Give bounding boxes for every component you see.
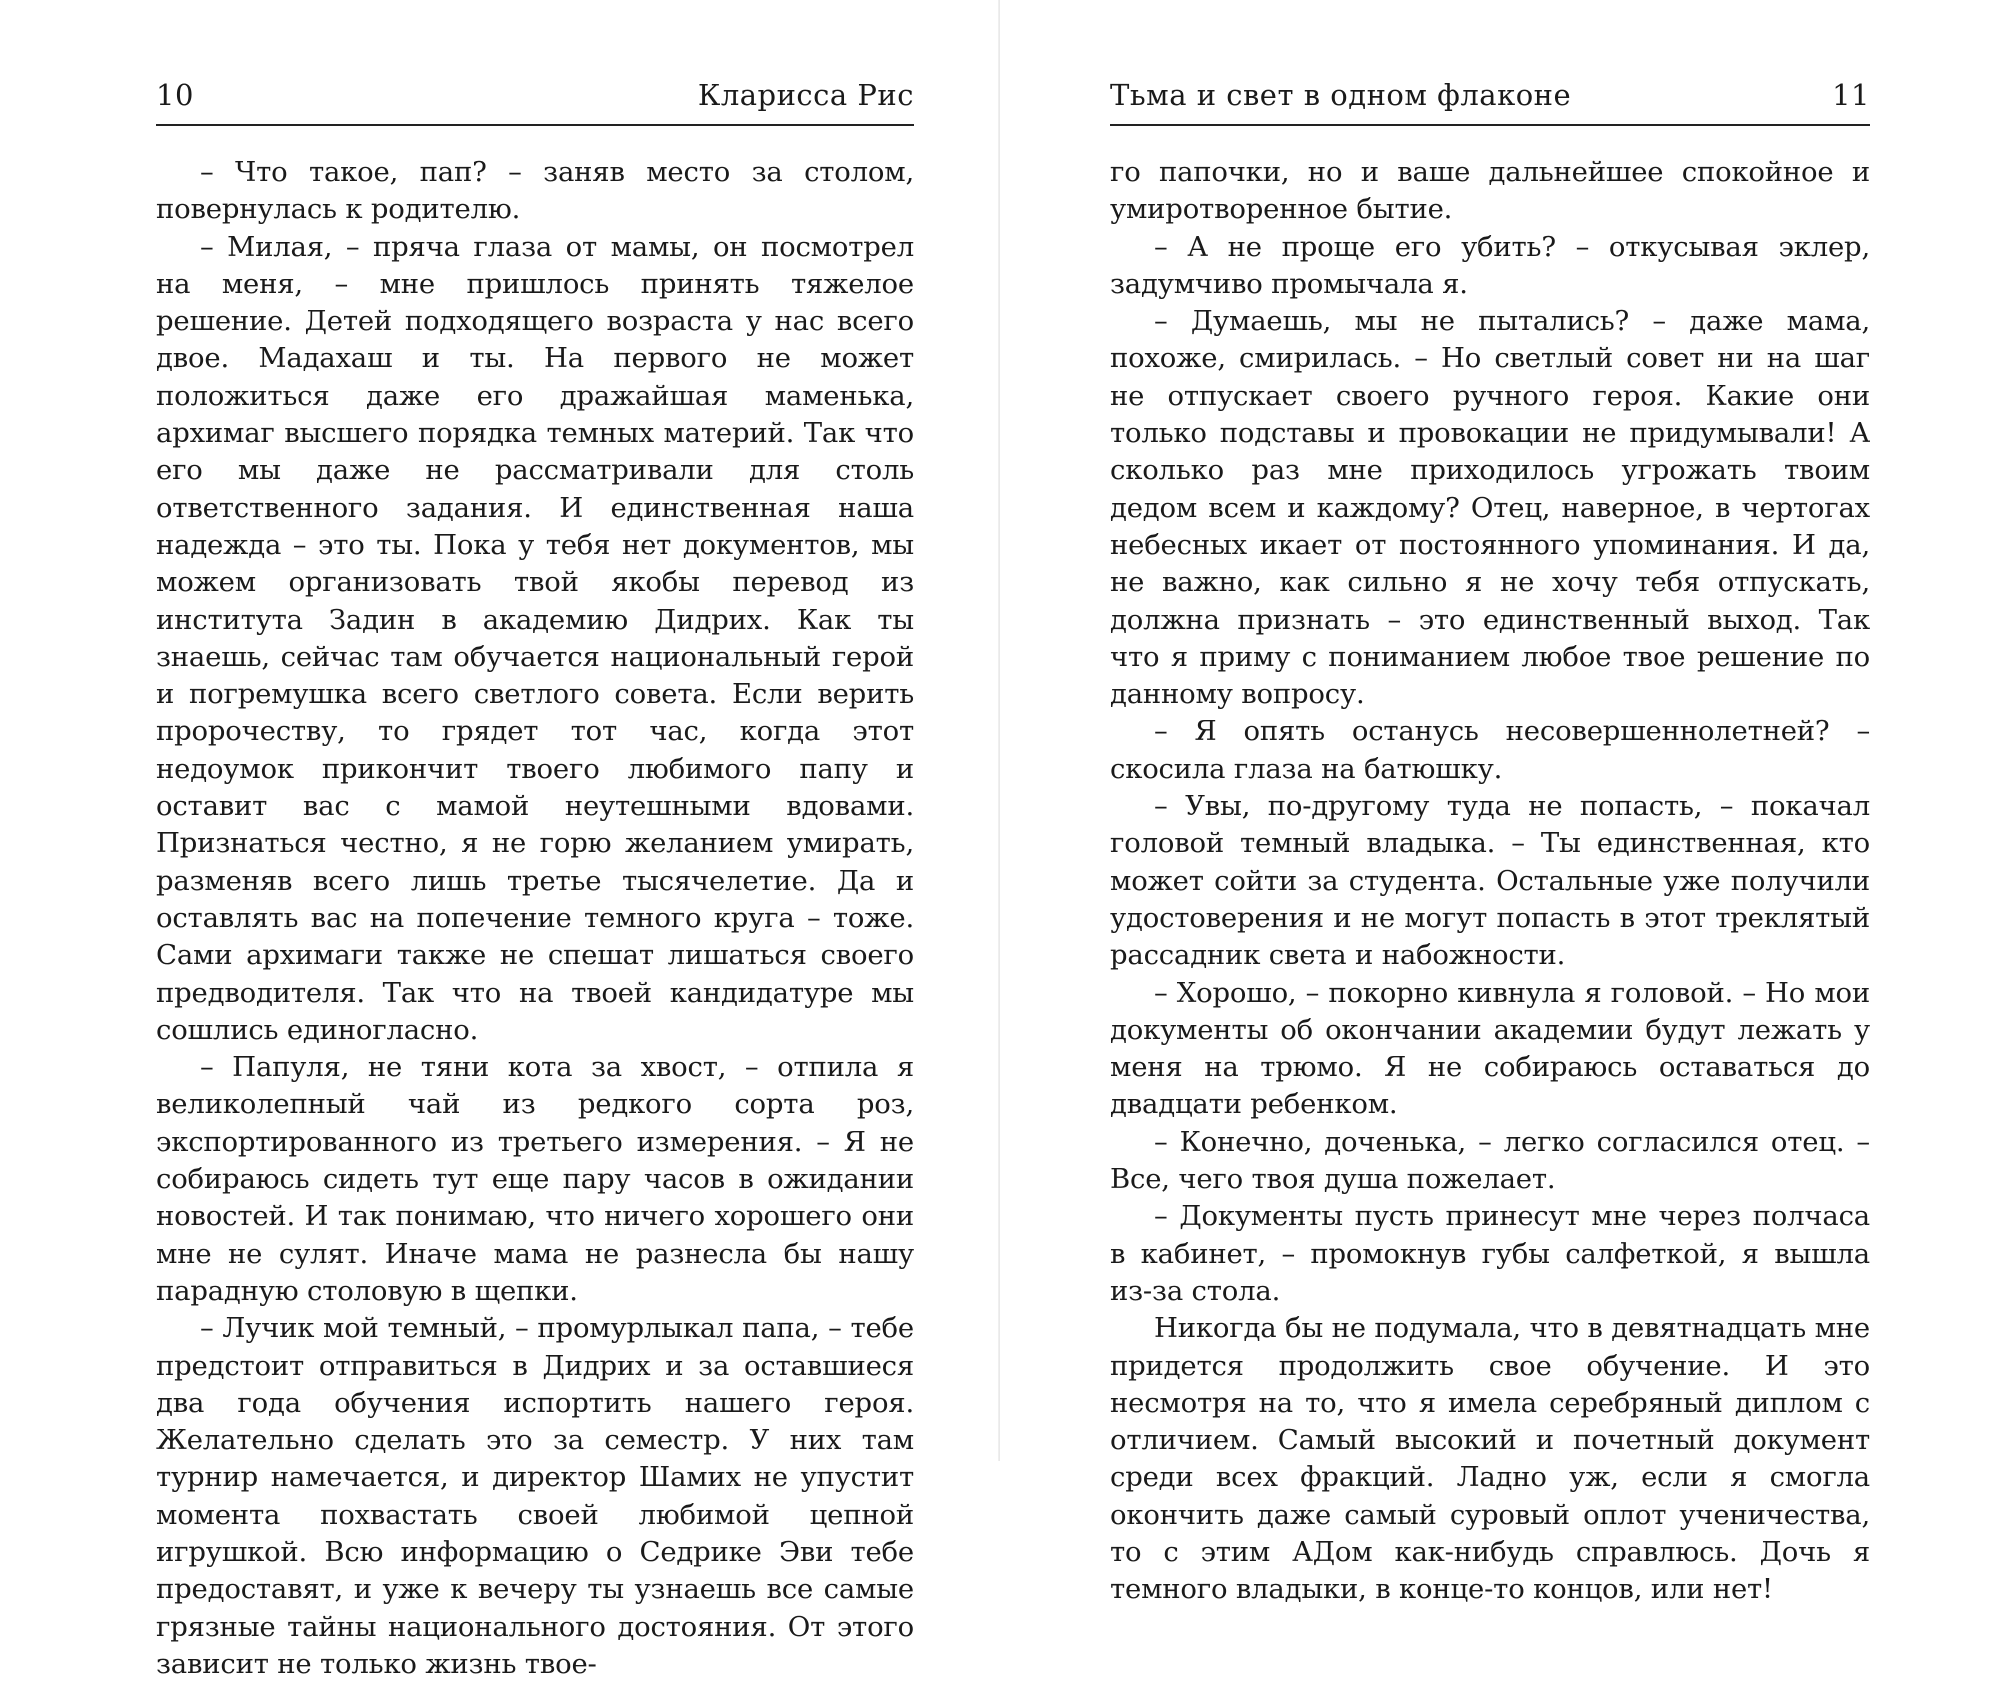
right-page-text (1110, 154, 1870, 1609)
header-rule-right (1110, 124, 1870, 126)
paragraph: – Папуля, не тяни кота за хвост, – отпила я великолепный чай из редкого сорта роз, экспортированного из третьего измерения. – Я не собираюсь сидеть тут еще пару часов в ожидании новостей. И так понимаю, что ничего хорошего они мне не сулят. Иначе мама не разнесла бы нашу парадную столовую в щепки. (156, 1051, 914, 1307)
left-page-text (156, 154, 914, 1683)
left-running-head (156, 78, 914, 118)
continued-paragraph: го папочки, но и ваше дальнейшее спокойное и умиротворенное бытие. (1110, 156, 1870, 226)
paragraph: Никогда бы не подумала, что в девятнадцать мне придется продолжить свое обучение. И это несмотря на то, что я имела серебряный диплом с отличием. Самый высокий и почетный документ среди всех фракций. Ладно уж, если я смогла окончить даже самый суровый оплот ученичества, то с этим АДом как-нибудь справлюсь. Дочь я темного владыки, в конце-то концов, или нет! (1110, 1312, 1870, 1606)
right-page (1000, 0, 2000, 1606)
paragraph: – Милая, – пряча глаза от мамы, он посмотрел на меня, – мне пришлось принять тяжелое решение. Детей подходящего возраста у нас всего двое. Мадахаш и ты. На первого не может положиться даже его дражайшая маменька, архимаг высшего порядка темных материй. Так что его мы даже не рассматривали для столь ответственного задания. И единственная наша надежда – это ты. Пока у тебя нет документов, мы можем организовать твой якобы перевод из института Задин в академию Дидрих. Как ты знаешь, сейчас там обучается национальный герой и погремушка всего светлого совета. Если верить пророчеству, то грядет тот час, когда этот недоумок прикончит твоего любимого папу и оставит вас с мамой неутешными вдовами. Признаться честно, я не горю желанием умирать, разменяв всего лишь третье тысячелетие. Да и оставлять вас на попечение темного круга – тоже. Сами архимаги также не спешат лишаться своего предводителя. Так что на твоей кандидатуре мы сошлись единогласно. (156, 230, 914, 1046)
paragraph: – Думаешь, мы не пытались? – даже мама, похоже, смирилась. – Но светлый совет ни на шаг не отпускает своего ручного героя. Какие они только подставы и провокации не придумывали! А сколько раз мне приходилось угрожать твоим дедом всем и каждому? Отец, наверное, в чертогах небесных икает от постоянного упоминания. И да, не важно, как сильно я не хочу тебя отпускать, должна признать – это единственный выход. Так что я приму с пониманием любое твое решение по данному вопросу. (1110, 305, 1870, 711)
paragraph: – Что такое, пап? – заняв место за столом, повернулась к родителю. (156, 156, 914, 226)
header-rule-left (156, 124, 914, 126)
paragraph: – Документы пусть принесут мне через полчаса в кабинет, – промокнув губы салфеткой, я вышла из-за стола. (1110, 1200, 1870, 1307)
right-running-head (1110, 78, 1870, 118)
paragraph: – Хорошо, – покорно кивнула я головой. – Но мои документы об окончании академии будут лежать у меня на трюмо. Я не собираюсь оставаться до двадцати ребенком. (1110, 976, 1870, 1121)
paragraph: – А не проще его убить? – откусывая эклер, задумчиво промычала я. (1110, 230, 1870, 300)
book-title: Тьма и свет в одном флаконе (1110, 78, 1572, 112)
left-page (0, 0, 1000, 1680)
page-number-right: 11 (1832, 78, 1870, 112)
paragraph: – Увы, по-другому туда не попасть, – покачал головой темный владыка. – Ты единственная, кто может сойти за студента. Остальные уже получили удостоверения и не могут попасть в этот треклятый рассадник света и набожности. (1110, 790, 1870, 972)
paragraph: – Конечно, доченька, – легко согласился отец. – Все, чего твоя душа пожелает. (1110, 1125, 1870, 1196)
page-number-left: 10 (156, 78, 194, 112)
paragraph: – Лучик мой темный, – промурлыкал папа, – тебе предстоит отправиться в Дидрих и за оставшиеся два года обучения испортить нашего героя. Желательно сделать это за семестр. У них там турнир намечается, и директор Шамих не упустит момента похвастать своей любимой цепной игрушкой. Всю информацию о Седрике Эви тебе предоставят, и уже к вечеру ты узнаешь все самые грязные тайны национального достояния. От этого зависит не только жизнь твое- (156, 1312, 914, 1680)
paragraph: – Я опять останусь несовершеннолетней? – скосила глаза на батюшку. (1110, 715, 1870, 785)
author-name: Кларисса Рис (697, 78, 914, 112)
